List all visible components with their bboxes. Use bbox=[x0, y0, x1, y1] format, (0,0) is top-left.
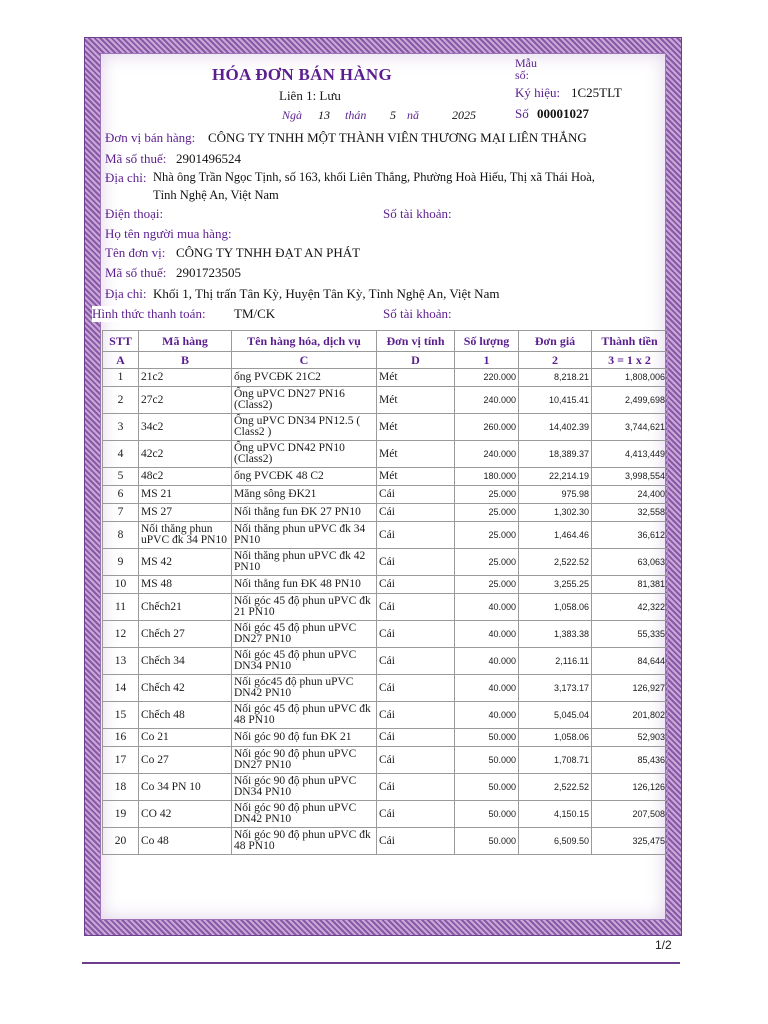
table-row bbox=[103, 369, 668, 387]
cell-code: Co 21 bbox=[139, 729, 232, 747]
cell-unit: Cái bbox=[377, 801, 455, 828]
cell-qty: 240.000 bbox=[455, 441, 519, 468]
table-row bbox=[103, 774, 668, 801]
date-year-label: nă bbox=[407, 108, 419, 122]
cell-name: Nối góc 90 độ phun uPVC đk 48 PN10 bbox=[232, 828, 377, 855]
cell-amount: 52,903 bbox=[592, 729, 668, 747]
cell-stt: 18 bbox=[103, 774, 139, 801]
cell-qty: 25.000 bbox=[455, 486, 519, 504]
cell-amount: 126,927 bbox=[592, 675, 668, 702]
cell-unit: Cái bbox=[377, 549, 455, 576]
cell-stt: 4 bbox=[103, 441, 139, 468]
cell-stt: 11 bbox=[103, 594, 139, 621]
cell-code: Chếch 34 bbox=[139, 648, 232, 675]
cell-unit: Cái bbox=[377, 621, 455, 648]
invoice-title: HÓA ĐƠN BÁN HÀNG bbox=[212, 65, 393, 84]
cell-amount: 42,322 bbox=[592, 594, 668, 621]
table-row bbox=[103, 522, 668, 549]
col-sub-2: 2 bbox=[519, 352, 592, 369]
col-sub-d: D bbox=[377, 352, 455, 369]
cell-name: ống PVCĐK 48 C2 bbox=[232, 468, 377, 486]
table-row bbox=[103, 828, 668, 855]
cell-qty: 40.000 bbox=[455, 675, 519, 702]
cell-amount: 81,381 bbox=[592, 576, 668, 594]
cell-code: CO 42 bbox=[139, 801, 232, 828]
cell-stt: 17 bbox=[103, 747, 139, 774]
cell-unit: Mét bbox=[377, 414, 455, 441]
col-header-code: Mã hàng bbox=[139, 331, 232, 352]
table-row bbox=[103, 576, 668, 594]
cell-stt: 20 bbox=[103, 828, 139, 855]
cell-name: Nối thẳng fun ĐK 27 PN10 bbox=[232, 504, 377, 522]
cell-amount: 207,508 bbox=[592, 801, 668, 828]
cell-name: Nối góc 90 độ phun uPVC DN34 PN10 bbox=[232, 774, 377, 801]
cell-name: Măng sông ĐK21 bbox=[232, 486, 377, 504]
cell-code: Nối thăng phun uPVC đk 34 PN10 bbox=[139, 522, 232, 549]
buyer-address-label: Địa chỉ: bbox=[105, 286, 147, 301]
cell-qty: 220.000 bbox=[455, 369, 519, 387]
table-row bbox=[103, 801, 668, 828]
cell-unit: Cái bbox=[377, 594, 455, 621]
col-sub-1: 1 bbox=[455, 352, 519, 369]
cell-name: Ống uPVC DN42 PN10 (Class2) bbox=[232, 441, 377, 468]
cell-name: Ống uPVC DN27 PN16 (Class2) bbox=[232, 387, 377, 414]
seller-address-line1: Nhà ông Trần Ngọc Tịnh, số 163, khối Liên Thắng, Phường Hoà Hiếu, Thị xã Thái Hoà, bbox=[153, 170, 595, 184]
cell-unit: Cái bbox=[377, 648, 455, 675]
cell-name: Nối góc 45 độ phun uPVC DN34 PN10 bbox=[232, 648, 377, 675]
copy-label: Liên 1: Lưu bbox=[279, 88, 341, 103]
cell-code: Co 48 bbox=[139, 828, 232, 855]
cell-qty: 240.000 bbox=[455, 387, 519, 414]
seller-address-line2: Tỉnh Nghệ An, Việt Nam bbox=[153, 188, 279, 202]
date-month-label: thán bbox=[345, 108, 367, 122]
cell-name: Nối góc 90 độ phun uPVC DN42 PN10 bbox=[232, 801, 377, 828]
cell-qty: 40.000 bbox=[455, 702, 519, 729]
buyer-person-label: Họ tên người mua hàng: bbox=[105, 226, 232, 241]
cell-price: 10,415.41 bbox=[519, 387, 592, 414]
cell-amount: 32,558 bbox=[592, 504, 668, 522]
cell-unit: Cái bbox=[377, 828, 455, 855]
cell-unit: Mét bbox=[377, 387, 455, 414]
table-subheader-row bbox=[103, 352, 668, 369]
serial-label: Ký hiệu: bbox=[515, 85, 561, 100]
cell-amount: 201,802 bbox=[592, 702, 668, 729]
cell-unit: Mét bbox=[377, 441, 455, 468]
cell-qty: 25.000 bbox=[455, 522, 519, 549]
cell-stt: 1 bbox=[103, 369, 139, 387]
cell-price: 2,522.52 bbox=[519, 774, 592, 801]
cell-unit: Cái bbox=[377, 747, 455, 774]
cell-amount: 3,998,554 bbox=[592, 468, 668, 486]
buyer-tax: 2901723505 bbox=[176, 265, 241, 280]
cell-code: Co 27 bbox=[139, 747, 232, 774]
cell-price: 14,402.39 bbox=[519, 414, 592, 441]
cell-amount: 3,744,621 bbox=[592, 414, 668, 441]
table-row bbox=[103, 387, 668, 414]
buyer-address: Khối 1, Thị trấn Tân Kỳ, Huyện Tân Kỳ, Tỉnh Nghệ An, Việt Nam bbox=[153, 286, 500, 301]
cell-price: 6,509.50 bbox=[519, 828, 592, 855]
table-row bbox=[103, 675, 668, 702]
cell-qty: 40.000 bbox=[455, 648, 519, 675]
cell-code: Chếch21 bbox=[139, 594, 232, 621]
cell-stt: 8 bbox=[103, 522, 139, 549]
cell-name: Nối góc 45 độ phun uPVC DN27 PN10 bbox=[232, 621, 377, 648]
seller-tax-label: Mã số thuế: bbox=[105, 151, 167, 166]
cell-unit: Cái bbox=[377, 774, 455, 801]
table-row bbox=[103, 468, 668, 486]
cell-qty: 50.000 bbox=[455, 801, 519, 828]
cell-code: Chếch 48 bbox=[139, 702, 232, 729]
cell-stt: 13 bbox=[103, 648, 139, 675]
table-row bbox=[103, 414, 668, 441]
cell-qty: 25.000 bbox=[455, 504, 519, 522]
seller-account-label: Số tài khoản: bbox=[383, 206, 452, 221]
number-value: 00001027 bbox=[537, 106, 589, 121]
table-row bbox=[103, 549, 668, 576]
cell-stt: 16 bbox=[103, 729, 139, 747]
cell-stt: 5 bbox=[103, 468, 139, 486]
table-row bbox=[103, 702, 668, 729]
col-header-amount: Thành tiền bbox=[592, 331, 668, 352]
table-row bbox=[103, 504, 668, 522]
items-table bbox=[102, 330, 668, 855]
cell-amount: 36,612 bbox=[592, 522, 668, 549]
cell-stt: 3 bbox=[103, 414, 139, 441]
buyer-unit-label: Tên đơn vị: bbox=[105, 245, 166, 260]
table-row bbox=[103, 648, 668, 675]
cell-qty: 50.000 bbox=[455, 828, 519, 855]
cell-unit: Cái bbox=[377, 675, 455, 702]
cell-code: MS 42 bbox=[139, 549, 232, 576]
col-sub-3: 3 = 1 x 2 bbox=[592, 352, 668, 369]
seller-name: CÔNG TY TNHH MỘT THÀNH VIÊN THƯƠNG MẠI LIÊN THẮNG bbox=[208, 130, 587, 145]
cell-amount: 24,400 bbox=[592, 486, 668, 504]
cell-price: 3,255.25 bbox=[519, 576, 592, 594]
date-day: 13 bbox=[318, 108, 330, 122]
buyer-tax-label: Mã số thuế: bbox=[105, 265, 167, 280]
buyer-account-label: Số tài khoản: bbox=[383, 306, 452, 321]
seller-tax: 2901496524 bbox=[176, 151, 241, 166]
cell-price: 4,150.15 bbox=[519, 801, 592, 828]
table-row bbox=[103, 729, 668, 747]
cell-amount: 84,644 bbox=[592, 648, 668, 675]
table-row bbox=[103, 747, 668, 774]
cell-name: Nối góc 45 độ phun uPVC đk 48 PN10 bbox=[232, 702, 377, 729]
cell-amount: 126,126 bbox=[592, 774, 668, 801]
cell-name: Nối góc 90 độ phun uPVC DN27 PN10 bbox=[232, 747, 377, 774]
page-number: 1/2 bbox=[655, 938, 672, 952]
cell-qty: 25.000 bbox=[455, 576, 519, 594]
cell-qty: 40.000 bbox=[455, 594, 519, 621]
cell-amount: 63,063 bbox=[592, 549, 668, 576]
cell-name: Nối thăng phun uPVC đk 42 PN10 bbox=[232, 549, 377, 576]
cell-unit: Cái bbox=[377, 486, 455, 504]
cell-price: 1,058.06 bbox=[519, 594, 592, 621]
cell-price: 1,464.46 bbox=[519, 522, 592, 549]
cell-amount: 85,436 bbox=[592, 747, 668, 774]
cell-name: Ống uPVC DN34 PN12.5 ( Class2 ) bbox=[232, 414, 377, 441]
cell-unit: Cái bbox=[377, 702, 455, 729]
cell-qty: 50.000 bbox=[455, 747, 519, 774]
col-sub-b: B bbox=[139, 352, 232, 369]
cell-name: Nối thăng phun uPVC đk 34 PN10 bbox=[232, 522, 377, 549]
col-header-name: Tên hàng hóa, dịch vụ bbox=[232, 331, 377, 352]
date-month: 5 bbox=[390, 108, 396, 122]
cell-stt: 19 bbox=[103, 801, 139, 828]
table-header-row bbox=[103, 331, 668, 352]
table-row bbox=[103, 621, 668, 648]
date-year: 2025 bbox=[452, 108, 476, 122]
cell-unit: Cái bbox=[377, 576, 455, 594]
cell-price: 1,383.38 bbox=[519, 621, 592, 648]
cell-stt: 6 bbox=[103, 486, 139, 504]
cell-name: Nối góc 45 độ phun uPVC đk 21 PN10 bbox=[232, 594, 377, 621]
cell-qty: 40.000 bbox=[455, 621, 519, 648]
cell-price: 2,116.11 bbox=[519, 648, 592, 675]
col-header-unit: Đơn vị tính bbox=[377, 331, 455, 352]
cell-stt: 15 bbox=[103, 702, 139, 729]
cell-name: ống PVCĐK 21C2 bbox=[232, 369, 377, 387]
col-sub-c: C bbox=[232, 352, 377, 369]
cell-name: Nối góc45 độ phun uPVC DN42 PN10 bbox=[232, 675, 377, 702]
cell-code: Chếch 27 bbox=[139, 621, 232, 648]
cell-amount: 4,413,449 bbox=[592, 441, 668, 468]
payment-method: TM/CK bbox=[234, 306, 276, 321]
cell-unit: Mét bbox=[377, 468, 455, 486]
cell-amount: 325,475 bbox=[592, 828, 668, 855]
cell-code: 48c2 bbox=[139, 468, 232, 486]
cell-stt: 7 bbox=[103, 504, 139, 522]
footer-divider bbox=[82, 962, 680, 964]
cell-unit: Cái bbox=[377, 504, 455, 522]
cell-code: 34c2 bbox=[139, 414, 232, 441]
cell-code: MS 48 bbox=[139, 576, 232, 594]
cell-price: 1,708.71 bbox=[519, 747, 592, 774]
cell-price: 18,389.37 bbox=[519, 441, 592, 468]
cell-code: MS 27 bbox=[139, 504, 232, 522]
cell-code: 42c2 bbox=[139, 441, 232, 468]
form-label: Mẫu số: bbox=[515, 56, 537, 82]
seller-phone-label: Điện thoại: bbox=[105, 206, 164, 221]
cell-price: 3,173.17 bbox=[519, 675, 592, 702]
cell-stt: 2 bbox=[103, 387, 139, 414]
cell-unit: Mét bbox=[377, 369, 455, 387]
cell-amount: 55,335 bbox=[592, 621, 668, 648]
cell-code: Co 34 PN 10 bbox=[139, 774, 232, 801]
cell-price: 1,302.30 bbox=[519, 504, 592, 522]
cell-price: 975.98 bbox=[519, 486, 592, 504]
table-row bbox=[103, 441, 668, 468]
col-sub-a: A bbox=[103, 352, 139, 369]
table-row bbox=[103, 594, 668, 621]
cell-qty: 180.000 bbox=[455, 468, 519, 486]
cell-qty: 50.000 bbox=[455, 774, 519, 801]
serial-value: 1C25TLT bbox=[571, 85, 622, 100]
cell-amount: 1,808,006 bbox=[592, 369, 668, 387]
table-row bbox=[103, 486, 668, 504]
cell-price: 2,522.52 bbox=[519, 549, 592, 576]
cell-code: 21c2 bbox=[139, 369, 232, 387]
cell-stt: 10 bbox=[103, 576, 139, 594]
payment-label: Hình thức thanh toán: bbox=[92, 306, 206, 321]
cell-qty: 50.000 bbox=[455, 729, 519, 747]
cell-stt: 14 bbox=[103, 675, 139, 702]
cell-code: 27c2 bbox=[139, 387, 232, 414]
cell-name: Nối góc 90 độ fun ĐK 21 bbox=[232, 729, 377, 747]
buyer-unit: CÔNG TY TNHH ĐẠT AN PHÁT bbox=[176, 245, 361, 260]
cell-code: Chếch 42 bbox=[139, 675, 232, 702]
cell-price: 22,214.19 bbox=[519, 468, 592, 486]
seller-name-label: Đơn vị bán hàng: bbox=[105, 130, 196, 145]
cell-stt: 9 bbox=[103, 549, 139, 576]
cell-price: 8,218.21 bbox=[519, 369, 592, 387]
cell-qty: 25.000 bbox=[455, 549, 519, 576]
col-header-stt: STT bbox=[103, 331, 139, 352]
number-label: Số bbox=[515, 106, 529, 121]
date-day-label: Ngà bbox=[282, 108, 303, 122]
seller-address-label: Địa chỉ: bbox=[105, 170, 147, 185]
cell-unit: Cái bbox=[377, 522, 455, 549]
cell-name: Nối thẳng fun ĐK 48 PN10 bbox=[232, 576, 377, 594]
cell-qty: 260.000 bbox=[455, 414, 519, 441]
cell-unit: Cái bbox=[377, 729, 455, 747]
col-header-price: Đơn giá bbox=[519, 331, 592, 352]
cell-stt: 12 bbox=[103, 621, 139, 648]
cell-amount: 2,499,698 bbox=[592, 387, 668, 414]
cell-code: MS 21 bbox=[139, 486, 232, 504]
cell-price: 1,058.06 bbox=[519, 729, 592, 747]
cell-price: 5,045.04 bbox=[519, 702, 592, 729]
col-header-qty: Số lượng bbox=[455, 331, 519, 352]
